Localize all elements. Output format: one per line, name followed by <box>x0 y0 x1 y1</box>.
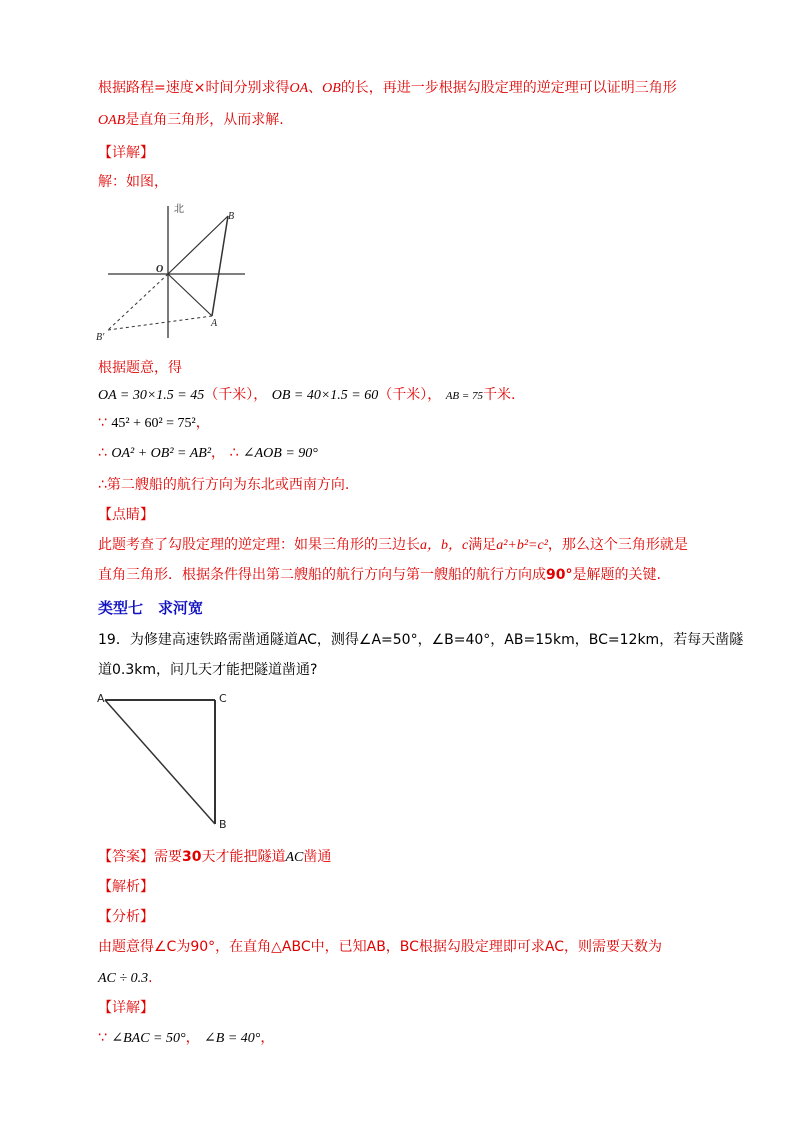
point-A-label: A <box>97 692 105 705</box>
question-19-line-2: 道0.3km，问几天才能把隧道凿通? <box>98 662 318 678</box>
segment-BpA <box>108 316 212 330</box>
compass-figure <box>90 198 260 348</box>
analysis-sub-label: 【分析】 <box>98 909 154 925</box>
point-B-label: B <box>219 818 227 831</box>
question-19-line-1: 19．为修建高速铁路需凿通隧道AC，测得∠A=50°，∠B=40°，AB=15km，BC=12km，若每天凿隧 <box>98 632 744 648</box>
given-line: 根据题意，得 <box>98 360 182 376</box>
tunnel-figure <box>95 688 245 833</box>
comment-line-1: 此题考查了勾股定理的逆定理：如果三角形的三边长a，b，c满足a²+b²=c²，那么这个三角形就是 <box>98 537 688 553</box>
answer-line: 【答案】需要30天才能把隧道AC凿通 <box>98 849 332 865</box>
section-title: 类型七 求河宽 <box>98 599 204 617</box>
calc-line: OA = 30×1.5 = 45（千米）， OB = 40×1.5 = 60（千米）， AB = 75千米. <box>98 387 516 403</box>
analysis-label: 【解析】 <box>98 879 154 895</box>
conclusion-line: ∴第二艘船的航行方向为东北或西南方向. <box>98 477 350 493</box>
solution-intro: 解：如图， <box>98 174 168 190</box>
comment-line-2: 直角三角形．根据条件得出第二艘船的航行方向与第一艘船的航行方向成90°是解题的关键. <box>98 567 661 583</box>
point-A-label: A <box>211 318 218 329</box>
point-B-label: B <box>228 211 235 222</box>
point-Bp-label: B′ <box>96 332 105 343</box>
segment-AB <box>105 700 215 824</box>
analysis-text: 由题意得∠C为90°，在直角△ABC中，已知AB，BC根据勾股定理即可求AC，则需要天数为 <box>98 939 663 955</box>
segment-OB <box>168 216 228 274</box>
north-label: 北 <box>174 204 184 215</box>
hence-line: ∴ OA² + OB² = AB²， ∴ ∠AOB = 90° <box>98 445 318 461</box>
segment-OBp <box>108 274 168 330</box>
analysis-expr-line: AC ÷ 0.3. <box>98 970 153 986</box>
point-C-label: C <box>219 692 227 705</box>
segment-OA <box>168 274 212 316</box>
segment-AB <box>212 216 228 316</box>
analysis-line-2: OAB是直角三角形，从而求解. <box>98 112 284 128</box>
comment-label: 【点睛】 <box>98 507 154 523</box>
analysis-line-1: 根据路程=速度×时间分别求得OA、OB的长，再进一步根据勾股定理的逆定理可以证明三角形 <box>98 80 677 96</box>
detail-label-1: 【详解】 <box>98 145 154 161</box>
last-line: ∵ ∠BAC = 50°， ∠B = 40°， <box>98 1030 275 1046</box>
detail-label-2: 【详解】 <box>98 1000 154 1016</box>
since-line: ∵ 45² + 60² = 75²， <box>98 415 210 431</box>
point-O-label: O <box>156 264 164 275</box>
